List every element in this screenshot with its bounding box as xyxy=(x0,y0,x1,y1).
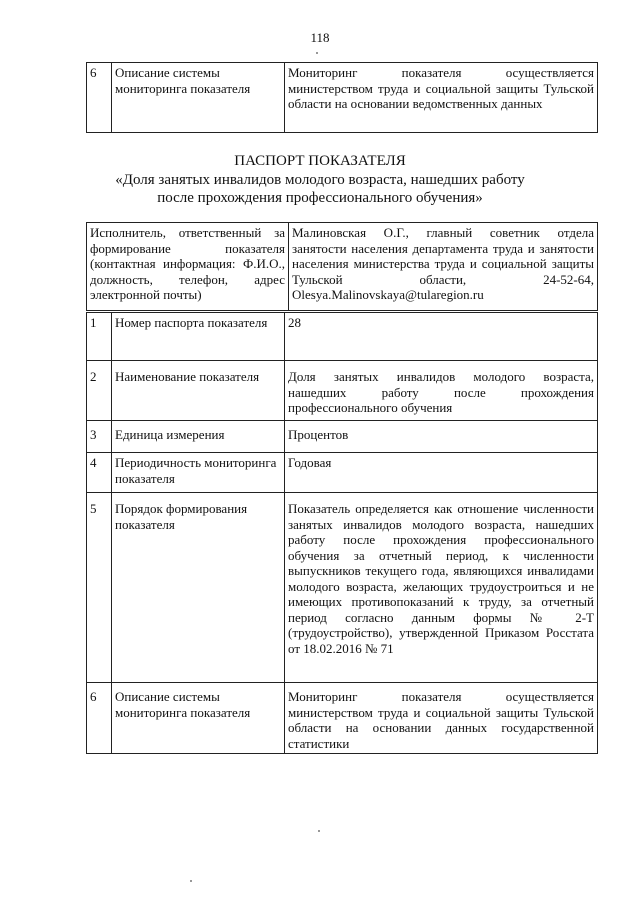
row-label: Номер паспорта показателя xyxy=(112,313,285,361)
passport-title: ПАСПОРТ ПОКАЗАТЕЛЯ xyxy=(234,153,406,169)
row-number: 5 xyxy=(87,493,112,683)
row-label: Порядок формирования показателя xyxy=(112,493,285,683)
row-label: Периодичность мониторинга показателя xyxy=(112,453,285,493)
row-value: Годовая xyxy=(285,453,598,493)
page-number: 118 xyxy=(310,30,330,45)
passport-subtitle: «Доля занятых инвалидов молодого возраста, нашедших работу после прохождения профессионального обучения» xyxy=(115,172,525,206)
row-label: Наименование показателя xyxy=(112,361,285,421)
row-value: Мониторинг показателя осуществляется министерством труда и социальной защиты Тульской области на основании данных государственной статистики xyxy=(285,683,598,754)
row-label: Описание системы мониторинга показателя xyxy=(112,683,285,754)
row-label: Единица измерения xyxy=(112,421,285,453)
row-number: 6 xyxy=(87,63,112,133)
row-number: 4 xyxy=(87,453,112,493)
table-row xyxy=(87,493,598,683)
table-row xyxy=(87,453,598,493)
row-number: 6 xyxy=(87,683,112,754)
table-row xyxy=(87,63,598,133)
row-label: Описание системы мониторинга показателя xyxy=(112,63,285,133)
executor-label: Исполнитель, ответственный за формирование показателя (контактная информация: Ф.И.О., должность, телефон, адрес электронной почты) xyxy=(87,223,289,311)
table-row xyxy=(87,361,598,421)
row-number: 2 xyxy=(87,361,112,421)
continued-table xyxy=(86,62,598,133)
table-row xyxy=(87,313,598,361)
table-row xyxy=(87,683,598,754)
row-value: Доля занятых инвалидов молодого возраста, нашедших работу после прохождения профессионального обучения xyxy=(285,361,598,421)
passport-table xyxy=(86,222,598,311)
row-value: Мониторинг показателя осуществляется министерством труда и социальной защиты Тульской области на основании ведомственных данных xyxy=(285,63,598,133)
executor-value: Малиновская О.Г., главный советник отдела занятости населения департамента труда и занятости населения министерства труда и социальной защиты Тульской области, 24-52-64, Olesya.Malinovskaya@tularegion.ru xyxy=(289,223,598,311)
row-value: 28 xyxy=(285,313,598,361)
row-number: 1 xyxy=(87,313,112,361)
passport-rows-table xyxy=(86,312,598,754)
scan-speck xyxy=(318,830,320,832)
scan-speck xyxy=(316,52,318,54)
table-row xyxy=(87,421,598,453)
scan-speck xyxy=(190,880,192,882)
row-number: 3 xyxy=(87,421,112,453)
executor-row xyxy=(87,223,598,311)
row-value: Показатель определяется как отношение численности занятых инвалидов молодого возраста, нашедших работу после прохождения профессионального обучения за отчетный период, к численности выпускников текущего года, являющихся инвалидами молодого возраста, желающих трудоустроиться и не имеющих противопоказаний к труду, за отчетный период согласно данным формы № 2-Т (трудоустройство), утвержденной Приказом Росстата от 18.02.2016 № 71 xyxy=(285,493,598,683)
row-value: Процентов xyxy=(285,421,598,453)
